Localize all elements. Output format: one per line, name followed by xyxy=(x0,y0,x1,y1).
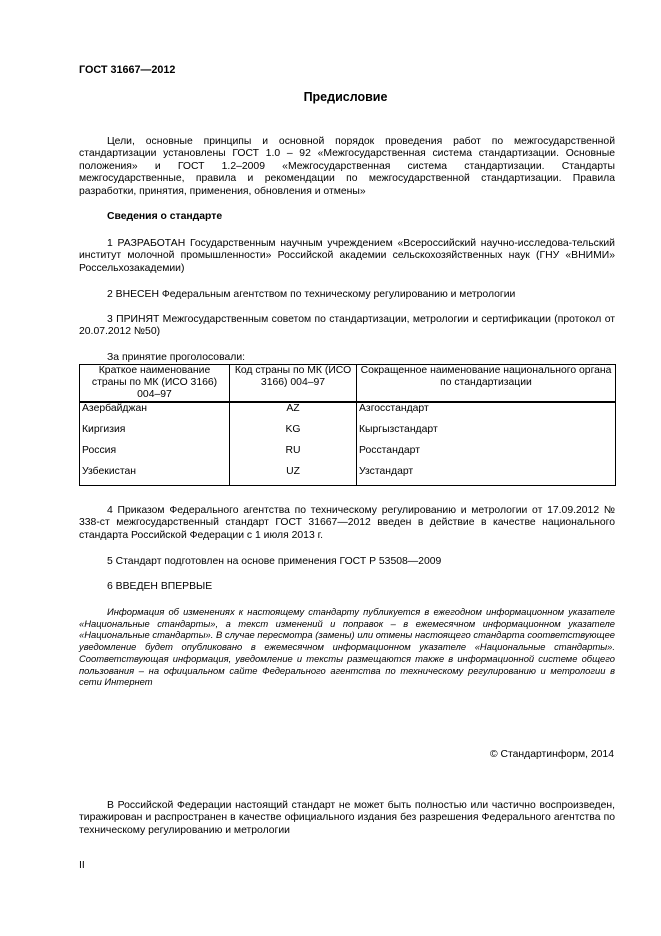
page-number: II xyxy=(79,860,85,871)
cell-body: Узстандарт xyxy=(357,466,616,486)
table-header-row xyxy=(80,365,616,403)
cell-code: AZ xyxy=(230,402,357,424)
changes-notice: Информация об изменениях к настоящему стандарту публикуется в ежегодном информационном указателе «Национальные стандарты», а текст изменений и поправок – в ежемесячном информационном указателе «Национальные стандарты». В случае пересмотра (замены) или отмены настоящего стандарта соответствующее уведомление будет опубликовано в ежемесячном информационном указателе «Национальные стандарты». Соответствующая информация, уведомление и тексты размещаются также в информационной системе общего пользования – на официальном сайте Федерального агентства по техническому регулированию и метрологии в сети Интернет xyxy=(79,606,615,688)
table-row xyxy=(80,424,616,445)
cell-country: Азербайджан xyxy=(80,402,230,424)
cell-code: RU xyxy=(230,445,357,466)
page-title: Предисловие xyxy=(303,90,388,104)
item-1-developed: 1 РАЗРАБОТАН Государственным научным учреждением «Всероссийский научно-исследова-тельский институт молочной промышленности» Российской академии сельскохозяйственных наук (ГНУ «ВНИМИ» Россельхозакадемии) xyxy=(79,238,615,274)
table-row xyxy=(80,466,616,486)
document-id: ГОСТ 31667—2012 xyxy=(79,64,176,76)
cell-code: KG xyxy=(230,424,357,445)
item-2-introduced: 2 ВНЕСЕН Федеральным агентством по техническому регулированию и метрологии xyxy=(107,289,516,300)
item-5-basis: 5 Стандарт подготовлен на основе применения ГОСТ Р 53508—2009 xyxy=(107,556,442,567)
cell-body: Росстандарт xyxy=(357,445,616,466)
intro-paragraph: Цели, основные принципы и основной порядок проведения работ по межгосударственной стандартизации установлены ГОСТ 1.0 – 92 «Межгосударственная система стандартизации. Основные положения» и ГОСТ 1.2–2009 «Межгосударственная система стандартизации. Стандарты межгосударственные, правила и рекомендации по межгосударственной стандартизации. Правила разработки, принятия, применения, обновления и отмены» xyxy=(79,136,615,197)
voting-table xyxy=(79,364,616,486)
col-header-body: Сокращенное наименование национального органа по стандартизации xyxy=(357,365,616,403)
item-3-adopted: 3 ПРИНЯТ Межгосударственным советом по стандартизации, метрологии и сертификации (протокол от 20.07.2012 №50) xyxy=(79,314,615,338)
cell-body: Кыргызстандарт xyxy=(357,424,616,445)
rights-notice: В Российской Федерации настоящий стандарт не может быть полностью или частично воспроизведен, тиражирован и распространен в качестве официального издания без разрешения Федерального агентства по техническому регулированию и метрологии xyxy=(79,800,615,836)
voted-label: За принятие проголосовали: xyxy=(107,352,246,363)
cell-country: Киргизия xyxy=(80,424,230,445)
col-header-code: Код страны по МК (ИСО 3166) 004–97 xyxy=(230,365,357,403)
cell-body: Азгосстандарт xyxy=(357,402,616,424)
item-4-order: 4 Приказом Федерального агентства по техническому регулированию и метрологии от 17.09.2012 № 338-ст межгосударственный стандарт ГОСТ 31667—2012 введен в действие в качестве национального стандарта Российской Федерации с 1 июля 2013 г. xyxy=(79,505,615,541)
cell-country: Узбекистан xyxy=(80,466,230,486)
info-heading: Сведения о стандарте xyxy=(107,211,223,222)
copyright: © Стандартинформ, 2014 xyxy=(489,749,614,760)
cell-country: Россия xyxy=(80,445,230,466)
col-header-country: Краткое наименование страны по МК (ИСО 3166) 004–97 xyxy=(80,365,230,403)
cell-code: UZ xyxy=(230,466,357,486)
item-6-first-time: 6 ВВЕДЕН ВПЕРВЫЕ xyxy=(107,581,213,592)
table-row xyxy=(80,445,616,466)
table-row xyxy=(80,402,616,424)
